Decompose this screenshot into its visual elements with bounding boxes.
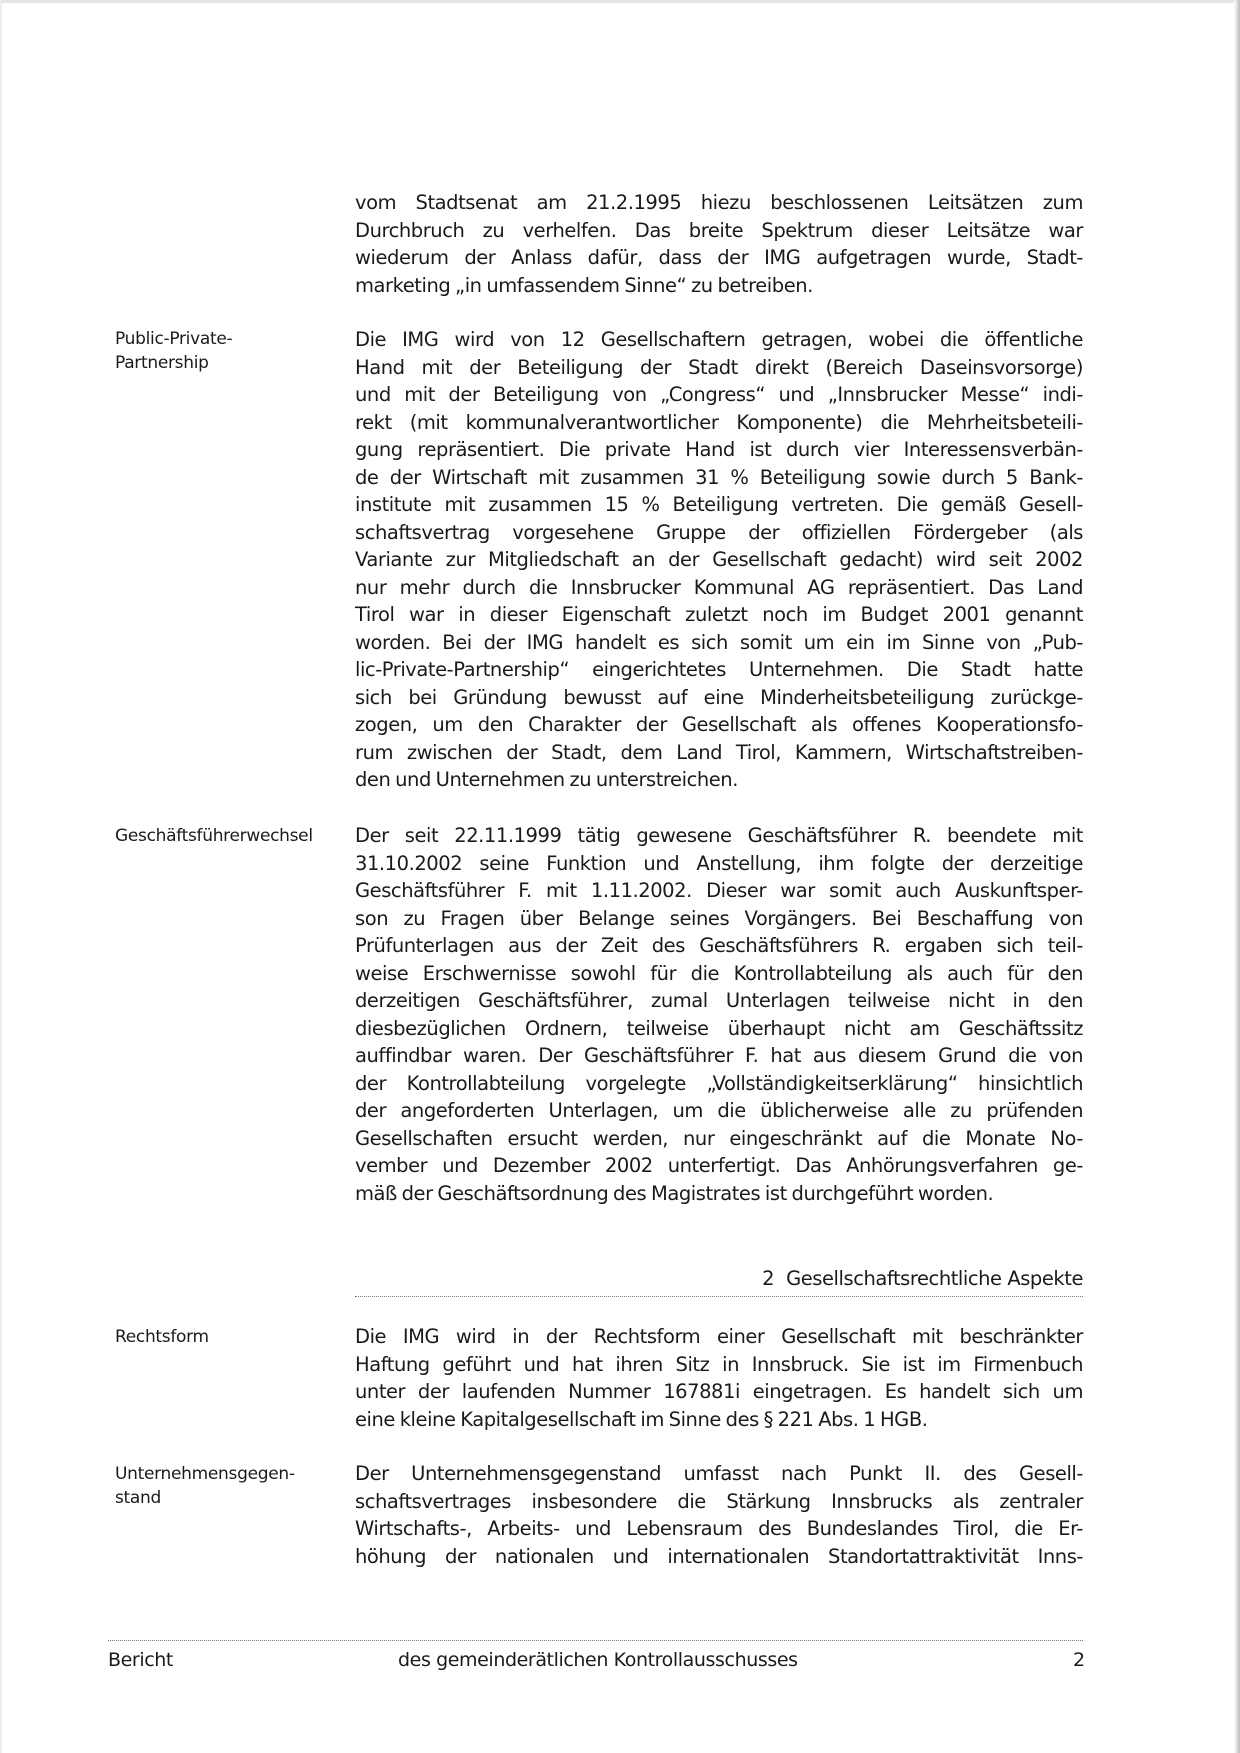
paragraph-line: Durchbruch zu verhelfen. Das breite Spektrum dieser Leitsätze war xyxy=(355,218,1083,242)
paragraph xyxy=(355,1323,1083,1433)
paragraph-line: gung repräsentiert. Die private Hand ist durch vier Interessensverbän- xyxy=(355,438,1083,461)
paragraph-line: der angeforderten Unterlagen, um die üblicherweise alle zu prüfenden xyxy=(355,1099,1083,1122)
paragraph-line: weise Erschwernisse sowohl für die Kontrollabteilung als auch für den xyxy=(355,961,1083,985)
paragraph-line: worden. Bei der IMG handelt es sich somit um ein im Sinne von „Pub- xyxy=(355,630,1083,654)
scan-edge-right xyxy=(1234,0,1240,1753)
paragraph-line: wiederum der Anlass dafür, dass der IMG aufgetragen wurde, Stadt- xyxy=(355,246,1083,269)
paragraph-line: marketing „in umfassendem Sinne“ zu betreiben. xyxy=(355,273,813,297)
paragraph-line: höhung der nationalen und internationalen Standortattraktivität Inns- xyxy=(355,1544,1083,1568)
margin-label xyxy=(115,1462,345,1510)
paragraph-line: den und Unternehmen zu unterstreichen. xyxy=(355,768,738,791)
margin-label-line: Unternehmensgegen- xyxy=(115,1464,295,1484)
paragraph-line: institute mit zusammen 15 % Beteiligung vertreten. Die gemäß Gesell- xyxy=(355,493,1083,516)
footer-center: des gemeinderätlichen Kontrollausschusses xyxy=(398,1649,798,1671)
margin-label xyxy=(115,1325,345,1349)
paragraph-line: Der Unternehmensgegenstand umfasst nach Punkt II. des Gesell- xyxy=(355,1462,1083,1485)
paragraph-line: Die IMG wird in der Rechtsform einer Gesellschaft mit beschränkter xyxy=(355,1325,1083,1348)
paragraph-line: Haftung geführt und hat ihren Sitz in Innsbruck. Sie ist im Firmenbuch xyxy=(355,1352,1083,1376)
paragraph-line: derzeitigen Geschäftsführer, zumal Unterlagen teilweise nicht in den xyxy=(355,989,1083,1012)
paragraph-line: 31.10.2002 seine Funktion und Anstellung, ihm folgte der derzeitige xyxy=(355,851,1083,875)
paragraph-line: lic-Private-Partnership“ eingerichtetes Unternehmen. Die Stadt hatte xyxy=(355,658,1083,681)
paragraph-line: rekt (mit kommunalverantwortlicher Komponente) die Mehrheitsbeteili- xyxy=(355,410,1083,434)
scan-edge-top xyxy=(0,0,1240,3)
paragraph xyxy=(355,326,1083,794)
paragraph-line: Wirtschafts-, Arbeits- und Lebensraum des Bundeslandes Tirol, die Er- xyxy=(355,1517,1083,1540)
paragraph-line: sich bei Gründung bewusst auf eine Minderheitsbeteiligung zurückge- xyxy=(355,685,1083,709)
paragraph-line: Die IMG wird von 12 Gesellschaftern getragen, wobei die öffentliche xyxy=(355,328,1083,351)
paragraph xyxy=(355,189,1083,299)
paragraph xyxy=(355,822,1083,1207)
section-title: Gesellschaftsrechtliche Aspekte xyxy=(786,1267,1083,1290)
paragraph-line: diesbezüglichen Ordnern, teilweise überhaupt nicht am Geschäftssitz xyxy=(355,1016,1083,1040)
section-heading xyxy=(355,1265,1083,1293)
margin-label-line: stand xyxy=(115,1488,162,1508)
paragraph-line: son zu Fragen über Belange seines Vorgängers. Bei Beschaffung von xyxy=(355,906,1083,930)
section-number: 2 xyxy=(762,1267,775,1290)
paragraph-line: unter der laufenden Nummer 167881i eingetragen. Es handelt sich um xyxy=(355,1380,1083,1403)
margin-label-line: Partnership xyxy=(115,353,209,373)
paragraph-line: Prüfunterlagen aus der Zeit des Geschäftsführers R. ergaben sich teil- xyxy=(355,934,1083,957)
paragraph xyxy=(355,1460,1083,1570)
paragraph-line: mäß der Geschäftsordnung des Magistrates ist durchgeführt worden. xyxy=(355,1181,994,1205)
margin-label-line: Geschäftsführerwechsel xyxy=(115,826,313,846)
margin-label xyxy=(115,327,345,375)
paragraph-line: vom Stadtsenat am 21.2.1995 hiezu beschlossenen Leitsätzen zum xyxy=(355,191,1083,214)
page-number: 2 xyxy=(1073,1649,1085,1671)
margin-label xyxy=(115,824,345,848)
paragraph-line: Variante zur Mitgliedschaft an der Gesellschaft gedacht) wird seit 2002 xyxy=(355,548,1083,571)
footer-left: Bericht xyxy=(108,1649,173,1671)
paragraph-line: schaftsvertrag vorgesehene Gruppe der offiziellen Fördergeber (als xyxy=(355,520,1083,544)
paragraph-line: de der Wirtschaft mit zusammen 31 % Beteiligung sowie durch 5 Bank- xyxy=(355,465,1083,489)
paragraph-line: Geschäftsführer F. mit 1.11.2002. Dieser war somit auch Auskunftsper- xyxy=(355,879,1083,902)
paragraph-line: Der seit 22.11.1999 tätig gewesene Geschäftsführer R. beendete mit xyxy=(355,824,1083,847)
paragraph-line: der Kontrollabteilung vorgelegte „Vollständigkeitserklärung“ hinsichtlich xyxy=(355,1071,1083,1095)
paragraph-line: nur mehr durch die Innsbrucker Kommunal AG repräsentiert. Das Land xyxy=(355,575,1083,599)
paragraph-line: Hand mit der Beteiligung der Stadt direkt (Bereich Daseinsvorsorge) xyxy=(355,355,1083,379)
paragraph-line: schaftsvertrages insbesondere die Stärkung Innsbrucks als zentraler xyxy=(355,1489,1083,1513)
paragraph-line: Gesellschaften ersucht werden, nur eingeschränkt auf die Monate No- xyxy=(355,1126,1083,1150)
paragraph-line: auffindbar waren. Der Geschäftsführer F. hat aus diesem Grund die von xyxy=(355,1044,1083,1067)
paragraph-line: rum zwischen der Stadt, dem Land Tirol, Kammern, Wirtschaftstreiben- xyxy=(355,740,1083,764)
margin-label-line: Public-Private- xyxy=(115,329,233,349)
scan-edge-left xyxy=(0,0,2,1753)
paragraph-line: zogen, um den Charakter der Gesellschaft als offenes Kooperationsfo- xyxy=(355,713,1083,736)
margin-label-line: Rechtsform xyxy=(115,1327,209,1347)
paragraph-line: eine kleine Kapitalgesellschaft im Sinne des § 221 Abs. 1 HGB. xyxy=(355,1407,928,1431)
footer-divider xyxy=(108,1640,1083,1641)
paragraph-line: vember und Dezember 2002 unterfertigt. Das Anhörungsverfahren ge- xyxy=(355,1154,1083,1177)
heading-divider xyxy=(355,1296,1083,1297)
paragraph-line: Tirol war in dieser Eigenschaft zuletzt noch im Budget 2001 genannt xyxy=(355,603,1083,626)
paragraph-line: und mit der Beteiligung von „Congress“ und „Innsbrucker Messe“ indi- xyxy=(355,383,1083,406)
